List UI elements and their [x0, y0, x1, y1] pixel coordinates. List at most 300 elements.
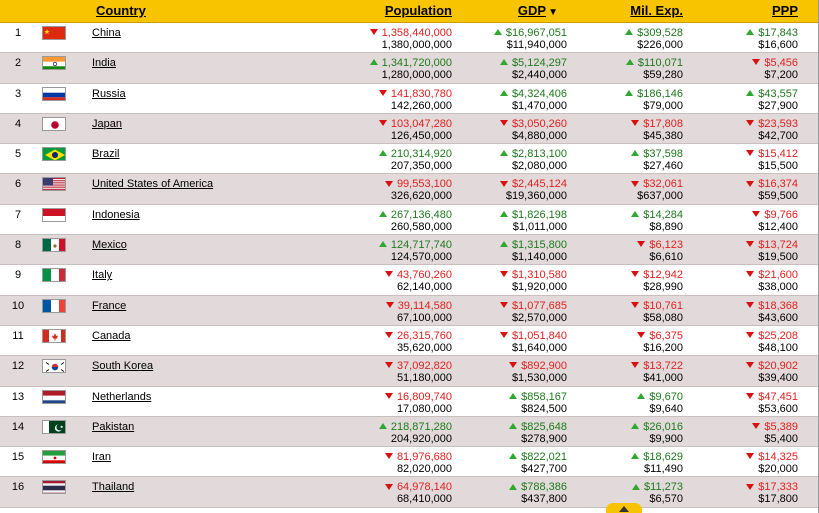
gdp-cell — [500, 330, 567, 354]
flag-icon — [42, 147, 66, 161]
mil-exp-rank-value: $10,761 — [643, 299, 683, 312]
mil-exp-cell — [631, 209, 683, 233]
mil-exp-cell — [632, 481, 683, 505]
table-row — [0, 296, 819, 326]
gdp-rank-value: $892,900 — [521, 360, 567, 373]
mil-exp-cell — [625, 27, 683, 51]
flag-icon — [42, 359, 66, 373]
country-link[interactable]: Thailand — [92, 481, 135, 494]
arrow-down-icon — [746, 484, 754, 490]
arrow-down-icon — [746, 302, 754, 308]
ppp-rank-value: $13,724 — [758, 239, 798, 252]
ppp-rank-value: $5,456 — [764, 57, 798, 70]
scroll-to-top-button[interactable] — [606, 503, 642, 513]
country-link[interactable]: Brazil — [92, 148, 120, 161]
ppp-cell — [752, 421, 798, 445]
table-row — [0, 417, 819, 447]
mil-exp-value: $59,280 — [643, 69, 683, 82]
rank-number: 7 — [14, 208, 22, 221]
arrow-up-icon — [500, 211, 508, 217]
mil-exp-rank-value: $6,123 — [649, 239, 683, 252]
population-value: 51,180,000 — [396, 372, 452, 385]
gdp-rank-value: $1,315,800 — [511, 239, 567, 252]
flag-icon — [42, 238, 66, 252]
ppp-cell — [746, 481, 798, 505]
ppp-cell — [746, 88, 798, 112]
arrow-up-icon — [631, 423, 639, 429]
ppp-rank-value: $23,593 — [758, 117, 798, 130]
arrow-up-icon — [625, 29, 633, 35]
flag-icon — [42, 390, 66, 404]
population-rank-value: 16,809,740 — [396, 390, 452, 403]
mil-exp-cell — [631, 421, 683, 445]
ppp-cell — [746, 330, 798, 354]
ppp-rank-value: $16,374 — [758, 178, 798, 191]
gdp-value: $19,360,000 — [505, 190, 567, 203]
country-link[interactable]: Russia — [92, 87, 126, 100]
population-rank-value: 39,114,580 — [397, 299, 452, 312]
mil-exp-rank-value: $32,061 — [643, 178, 683, 191]
gdp-rank-value: $16,967,051 — [505, 27, 567, 39]
rank-number: 8 — [14, 239, 22, 252]
mil-exp-cell — [631, 451, 683, 475]
ppp-value: $43,600 — [758, 311, 798, 324]
arrow-up-icon — [631, 453, 639, 459]
gdp-cell — [500, 239, 567, 263]
rank-number: 10 — [11, 299, 25, 312]
arrow-up-icon — [379, 150, 387, 156]
gdp-value: $278,900 — [521, 432, 567, 445]
mil-exp-rank-value: $14,284 — [643, 208, 683, 221]
ppp-value: $27,900 — [758, 99, 798, 112]
sort-desc-icon: ▼ — [548, 7, 558, 18]
arrow-down-icon — [385, 271, 393, 277]
table-row — [0, 174, 819, 204]
gdp-rank-value: $2,445,124 — [511, 178, 567, 191]
population-cell — [379, 421, 452, 445]
arrow-up-icon — [370, 59, 378, 65]
mil-exp-value: $637,000 — [637, 190, 683, 203]
arrow-down-icon — [386, 302, 394, 308]
gdp-value: $2,440,000 — [511, 69, 567, 82]
gdp-cell — [509, 481, 567, 505]
ppp-cell — [746, 27, 798, 51]
arrow-down-icon — [379, 120, 387, 126]
arrow-up-icon — [631, 211, 639, 217]
population-rank-value: 81,976,680 — [396, 451, 452, 464]
ppp-cell — [746, 451, 798, 475]
country-link[interactable]: United States of America — [92, 178, 214, 191]
population-value: 35,620,000 — [396, 341, 452, 354]
population-cell — [385, 178, 452, 202]
ppp-value: $17,800 — [758, 493, 798, 506]
mil-exp-cell — [626, 57, 683, 81]
flag-icon — [42, 117, 66, 131]
population-cell — [385, 481, 452, 505]
gdp-cell — [500, 269, 567, 293]
gdp-cell — [500, 57, 567, 81]
gdp-rank-value: $825,648 — [521, 420, 567, 433]
arrow-down-icon — [752, 211, 760, 217]
ppp-rank-value: $15,412 — [758, 148, 798, 161]
ppp-value: $42,700 — [758, 129, 798, 142]
arrow-up-icon — [494, 29, 502, 35]
gdp-rank-value: $1,077,685 — [511, 299, 567, 312]
population-value: 204,920,000 — [390, 432, 452, 445]
mil-exp-cell — [631, 269, 683, 293]
arrow-down-icon — [500, 302, 508, 308]
ppp-cell — [746, 239, 798, 263]
gdp-value: $1,530,000 — [511, 372, 567, 385]
table-header — [0, 0, 819, 23]
arrow-up-icon — [500, 150, 508, 156]
country-link[interactable]: Pakistan — [92, 420, 135, 433]
population-value: 326,620,000 — [390, 190, 452, 203]
gdp-cell — [500, 148, 567, 172]
table-row — [0, 387, 819, 417]
arrow-up-icon — [625, 90, 633, 96]
ppp-rank-value: $18,368 — [758, 299, 798, 312]
ppp-value: $5,400 — [764, 432, 798, 445]
population-rank-value: 1,358,440,000 — [381, 27, 452, 39]
ppp-cell — [752, 209, 798, 233]
mil-exp-value: $28,990 — [643, 281, 683, 294]
rank-number: 1 — [14, 27, 22, 39]
gdp-rank-value: $822,021 — [521, 451, 567, 464]
gdp-value: $1,470,000 — [511, 99, 567, 112]
mil-exp-value: $41,000 — [643, 372, 683, 385]
ppp-cell — [746, 269, 798, 293]
arrow-up-icon — [509, 484, 517, 490]
country-link[interactable]: South Korea — [92, 360, 154, 373]
flag-icon — [42, 329, 66, 343]
country-table — [0, 23, 819, 508]
population-value: 82,020,000 — [396, 463, 452, 476]
arrow-down-icon — [631, 120, 639, 126]
population-value: 126,450,000 — [390, 129, 452, 142]
arrow-down-icon — [385, 362, 393, 368]
rank-number: 13 — [11, 390, 25, 403]
gdp-rank-value: $858,167 — [521, 390, 567, 403]
rank-number: 5 — [14, 148, 22, 161]
sort-population-link[interactable]: Population — [384, 3, 452, 18]
table-row — [0, 326, 819, 356]
table-row — [0, 53, 819, 83]
mil-exp-rank-value: $12,942 — [643, 269, 683, 282]
mil-exp-cell — [637, 330, 683, 354]
population-value: 17,080,000 — [396, 402, 452, 415]
gdp-cell — [500, 300, 567, 324]
ppp-cell — [746, 360, 798, 384]
country-link[interactable]: Italy — [92, 269, 113, 282]
table-row — [0, 84, 819, 114]
ppp-cell — [746, 148, 798, 172]
population-rank-value: 218,871,280 — [390, 420, 452, 433]
arrow-up-icon — [379, 211, 387, 217]
gdp-rank-value: $5,124,297 — [511, 57, 567, 70]
arrow-up-icon — [637, 393, 645, 399]
arrow-down-icon — [631, 362, 639, 368]
arrow-up-icon — [509, 423, 517, 429]
flag-icon — [42, 420, 66, 434]
rank-number: 4 — [14, 117, 22, 130]
arrow-up-icon — [500, 59, 508, 65]
population-value: 1,280,000,000 — [381, 69, 452, 82]
gdp-value: $824,500 — [521, 402, 567, 415]
population-value: 67,100,000 — [396, 311, 452, 324]
gdp-value: $437,800 — [521, 493, 567, 506]
population-cell — [379, 209, 452, 233]
ppp-cell — [746, 391, 798, 415]
arrow-down-icon — [631, 302, 639, 308]
ppp-rank-value: $17,843 — [758, 27, 798, 39]
mil-exp-rank-value: $18,629 — [643, 451, 683, 464]
ppp-cell — [746, 118, 798, 142]
mil-exp-cell — [631, 178, 683, 202]
arrow-down-icon — [500, 120, 508, 126]
ppp-rank-value: $14,325 — [758, 451, 798, 464]
population-cell — [379, 88, 452, 112]
country-link[interactable]: China — [92, 27, 121, 39]
arrow-down-icon — [631, 271, 639, 277]
arrow-down-icon — [500, 181, 508, 187]
table-row — [0, 356, 819, 386]
country-link[interactable]: Japan — [92, 117, 122, 130]
mil-exp-rank-value: $9,670 — [649, 390, 683, 403]
gdp-rank-value: $4,324,406 — [511, 87, 567, 100]
mil-exp-rank-value: $11,273 — [644, 481, 683, 494]
gdp-rank-value: $1,310,580 — [511, 269, 567, 282]
ppp-value: $59,500 — [758, 190, 798, 203]
table-row — [0, 265, 819, 295]
ppp-rank-value: $20,902 — [758, 360, 798, 373]
flag-icon — [42, 87, 66, 101]
arrow-down-icon — [752, 59, 760, 65]
rank-number: 11 — [12, 329, 24, 342]
arrow-up-icon — [626, 59, 634, 65]
gdp-value: $1,140,000 — [511, 251, 567, 264]
population-rank-value: 1,341,720,000 — [381, 57, 452, 70]
mil-exp-value: $79,000 — [643, 99, 683, 112]
country-link[interactable]: Mexico — [92, 239, 127, 252]
ppp-value: $53,600 — [758, 402, 798, 415]
ppp-value: $12,400 — [758, 220, 798, 233]
gdp-cell — [500, 118, 567, 142]
mil-exp-rank-value: $26,016 — [643, 420, 683, 433]
gdp-header-label: GDP — [517, 3, 547, 18]
arrow-down-icon — [370, 29, 378, 35]
ppp-rank-value: $21,600 — [758, 269, 798, 282]
arrow-down-icon — [746, 393, 754, 399]
gdp-cell — [494, 27, 567, 51]
arrow-down-icon — [746, 181, 754, 187]
arrow-up-icon — [746, 29, 754, 35]
sort-mil-exp-link[interactable]: Mil. Exp. — [630, 3, 683, 18]
flag-icon — [42, 299, 66, 313]
arrow-down-icon — [746, 362, 754, 368]
arrow-down-icon — [385, 484, 393, 490]
ppp-value: $16,600 — [758, 39, 798, 51]
arrow-down-icon — [385, 453, 393, 459]
gdp-value: $1,920,000 — [511, 281, 567, 294]
mil-exp-rank-value: $309,528 — [637, 27, 683, 39]
arrow-up-icon — [379, 241, 387, 247]
population-rank-value: 37,092,820 — [396, 360, 452, 373]
flag-icon — [42, 268, 66, 282]
population-rank-value: 124,717,740 — [390, 239, 452, 252]
arrow-up-icon — [509, 453, 517, 459]
population-rank-value: 210,314,920 — [390, 148, 452, 161]
gdp-cell — [509, 360, 567, 384]
population-value: 142,260,000 — [390, 99, 452, 112]
ppp-value: $48,100 — [758, 341, 798, 354]
population-cell — [385, 360, 452, 384]
rank-number: 14 — [11, 420, 25, 433]
gdp-cell — [509, 391, 567, 415]
arrow-down-icon — [385, 393, 393, 399]
population-rank-value: 64,978,140 — [396, 481, 452, 494]
arrow-down-icon — [637, 241, 645, 247]
gdp-cell — [500, 178, 567, 202]
mil-exp-value: $58,080 — [643, 311, 683, 324]
gdp-value: $1,011,000 — [512, 220, 567, 233]
arrow-down-icon — [637, 332, 645, 338]
gdp-value: $2,080,000 — [511, 160, 567, 173]
mil-exp-rank-value: $6,375 — [649, 329, 683, 342]
arrow-down-icon — [500, 332, 508, 338]
gdp-cell — [500, 209, 567, 233]
gdp-value: $2,570,000 — [511, 311, 567, 324]
population-value: 124,570,000 — [390, 251, 452, 264]
arrow-down-icon — [746, 241, 754, 247]
flag-icon — [42, 26, 66, 40]
gdp-cell — [509, 451, 567, 475]
mil-exp-cell — [625, 88, 683, 112]
ppp-value: $15,500 — [758, 160, 798, 173]
arrow-up-icon — [500, 241, 508, 247]
population-cell — [379, 148, 452, 172]
flag-icon — [42, 208, 66, 222]
sort-gdp-link[interactable] — [518, 3, 558, 18]
ppp-value: $19,500 — [758, 251, 798, 264]
arrow-down-icon — [746, 150, 754, 156]
population-rank-value: 26,315,760 — [396, 329, 452, 342]
population-value: 207,350,000 — [390, 160, 452, 173]
flag-icon — [42, 177, 66, 191]
mil-exp-rank-value: $37,598 — [643, 148, 683, 161]
mil-exp-value: $27,460 — [643, 160, 683, 173]
mil-exp-value: $9,900 — [649, 432, 683, 445]
arrow-down-icon — [379, 90, 387, 96]
gdp-rank-value: $1,826,198 — [511, 208, 567, 221]
ppp-rank-value: $9,766 — [764, 208, 798, 221]
country-link[interactable]: Canada — [92, 329, 131, 342]
gdp-rank-value: $788,386 — [521, 481, 567, 494]
population-value: 1,380,000,000 — [381, 39, 452, 51]
mil-exp-cell — [631, 148, 683, 172]
mil-exp-cell — [631, 360, 683, 384]
arrow-down-icon — [746, 120, 754, 126]
population-value: 68,410,000 — [396, 493, 452, 506]
population-cell — [385, 451, 452, 475]
population-cell — [385, 330, 452, 354]
mil-exp-value: $11,490 — [644, 463, 683, 476]
mil-exp-value: $226,000 — [637, 39, 683, 51]
gdp-value: $427,700 — [521, 463, 567, 476]
arrow-down-icon — [746, 271, 754, 277]
population-cell — [386, 300, 452, 324]
ppp-cell — [746, 178, 798, 202]
ppp-rank-value: $17,333 — [758, 481, 798, 494]
arrow-up-icon — [632, 484, 640, 490]
population-cell — [379, 118, 452, 142]
population-rank-value: 99,553,100 — [396, 178, 452, 191]
mil-exp-rank-value: $13,722 — [643, 360, 683, 373]
arrow-down-icon — [631, 181, 639, 187]
table-row — [0, 23, 819, 53]
gdp-cell — [500, 88, 567, 112]
population-cell — [385, 269, 452, 293]
mil-exp-rank-value: $186,146 — [637, 87, 683, 100]
arrow-up-icon — [379, 423, 387, 429]
arrow-down-icon — [385, 332, 393, 338]
country-link[interactable]: Netherlands — [92, 390, 152, 403]
population-rank-value: 141,830,780 — [390, 87, 452, 100]
rank-number: 3 — [14, 87, 22, 100]
sort-country-link[interactable]: Country — [96, 3, 146, 18]
ppp-value: $20,000 — [758, 463, 798, 476]
country-link[interactable]: France — [92, 299, 127, 312]
gdp-rank-value: $2,813,100 — [511, 148, 567, 161]
mil-exp-cell — [637, 391, 683, 415]
mil-exp-cell — [637, 239, 683, 263]
mil-exp-rank-value: $110,071 — [637, 57, 683, 70]
arrow-up-icon — [746, 90, 754, 96]
country-link[interactable]: Indonesia — [92, 208, 140, 221]
arrow-down-icon — [500, 271, 508, 277]
gdp-value: $4,880,000 — [511, 129, 567, 142]
ppp-value: $7,200 — [764, 69, 798, 82]
mil-exp-value: $6,610 — [649, 251, 683, 264]
population-cell — [385, 391, 452, 415]
rank-number: 6 — [14, 178, 22, 191]
gdp-rank-value: $3,050,260 — [511, 117, 567, 130]
arrow-down-icon — [752, 423, 760, 429]
ppp-rank-value: $47,451 — [758, 390, 798, 403]
table-row — [0, 144, 819, 174]
rank-number: 12 — [11, 360, 25, 373]
rank-number: 15 — [11, 451, 25, 464]
sort-ppp-link[interactable]: PPP — [771, 3, 798, 18]
arrow-up-icon — [631, 150, 639, 156]
country-link[interactable]: India — [92, 57, 116, 70]
arrow-up-icon — [500, 90, 508, 96]
table-row — [0, 447, 819, 477]
ppp-value: $38,000 — [758, 281, 798, 294]
population-rank-value: 43,760,260 — [396, 269, 452, 282]
country-link[interactable]: Iran — [92, 451, 111, 464]
arrow-down-icon — [385, 181, 393, 187]
gdp-cell — [509, 421, 567, 445]
mil-exp-value: $8,890 — [649, 220, 683, 233]
gdp-value: $11,940,000 — [506, 39, 567, 51]
arrow-up-icon — [509, 393, 517, 399]
population-cell — [379, 239, 452, 263]
population-rank-value: 103,047,280 — [390, 117, 452, 130]
mil-exp-value: $45,380 — [643, 129, 683, 142]
rank-number: 16 — [11, 481, 25, 494]
ppp-cell — [746, 300, 798, 324]
